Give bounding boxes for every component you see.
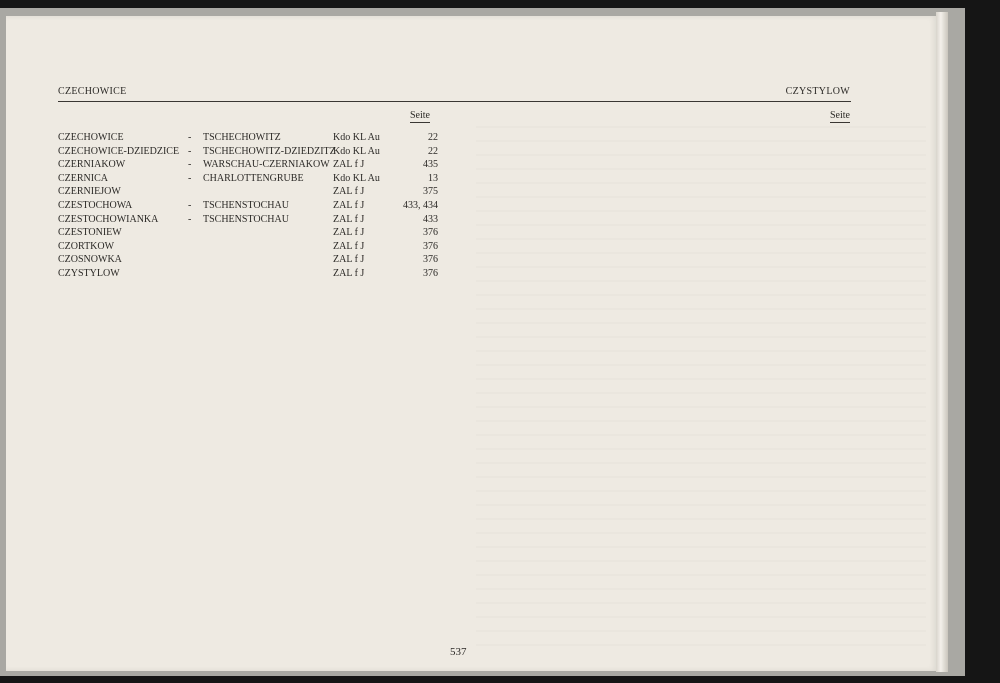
category-code: Kdo KL Au — [333, 172, 380, 184]
category-code: ZAL f J — [333, 186, 365, 198]
page-reference: 13 — [428, 172, 438, 184]
category-code: ZAL f J — [333, 159, 365, 171]
category-code: ZAL f J — [333, 227, 365, 239]
separator-dash: - — [188, 172, 192, 184]
bleed-through-text — [476, 126, 926, 646]
place-name: CZECHOWICE-DZIEDZICE — [58, 145, 180, 157]
german-name: CHARLOTTENGRUBE — [203, 172, 304, 184]
german-name: WARSCHAU-CZERNIAKOW — [203, 159, 330, 171]
index-table — [58, 131, 438, 281]
page-reference: 22 — [428, 132, 438, 143]
separator-dash: - — [188, 159, 192, 171]
separator-dash: - — [188, 145, 192, 157]
page-reference: 433 — [423, 213, 438, 225]
category-code: ZAL f J — [333, 267, 365, 279]
header-rule — [58, 101, 851, 102]
seite-column-header-right: Seite — [830, 110, 850, 121]
category-code: ZAL f J — [333, 254, 365, 266]
table-row — [58, 199, 438, 213]
page-reference: 376 — [423, 227, 438, 239]
page-number: 537 — [450, 646, 467, 658]
table-row — [58, 226, 438, 240]
table-row — [58, 213, 438, 227]
place-name: CZECHOWICE — [58, 132, 124, 143]
running-head-left: CZECHOWICE — [58, 86, 127, 97]
place-name: CZORTKOW — [58, 240, 115, 252]
german-name: TSCHECHOWITZ-DZIEDZITZ — [203, 145, 336, 157]
page-reference: 22 — [428, 145, 438, 157]
table-row — [58, 158, 438, 172]
page-reference: 375 — [423, 186, 438, 198]
place-name: CZERNIEJOW — [58, 186, 121, 198]
seite-column-header-left: Seite — [410, 110, 430, 121]
table-row — [58, 145, 438, 159]
place-name: CZOSNOWKA — [58, 254, 122, 266]
page-reference: 376 — [423, 240, 438, 252]
table-row — [58, 172, 438, 186]
separator-dash: - — [188, 213, 192, 225]
table-row — [58, 131, 438, 145]
category-code: Kdo KL Au — [333, 132, 380, 143]
german-name: TSCHENSTOCHAU — [203, 213, 289, 225]
category-code: ZAL f J — [333, 240, 365, 252]
place-name: CZERNICA — [58, 172, 108, 184]
category-code: Kdo KL Au — [333, 145, 380, 157]
german-name: TSCHENSTOCHAU — [203, 199, 289, 211]
german-name: TSCHECHOWITZ — [203, 132, 281, 143]
page-reference: 435 — [423, 159, 438, 171]
table-row — [58, 253, 438, 267]
page-reference: 376 — [423, 267, 438, 279]
separator-dash: - — [188, 132, 192, 143]
place-name: CZESTOCHOWA — [58, 199, 133, 211]
place-name: CZYSTYLOW — [58, 267, 120, 279]
table-row — [58, 240, 438, 254]
separator-dash: - — [188, 199, 192, 211]
place-name: CZESTOCHOWIANKA — [58, 213, 159, 225]
page-edge — [936, 12, 948, 672]
page-reference: 376 — [423, 254, 438, 266]
table-row — [58, 185, 438, 199]
category-code: ZAL f J — [333, 213, 365, 225]
place-name: CZESTONIEW — [58, 227, 122, 239]
table-row — [58, 267, 438, 281]
page-reference: 433, 434 — [403, 199, 438, 211]
place-name: CZERNIAKOW — [58, 159, 126, 171]
book-page — [6, 16, 938, 671]
category-code: ZAL f J — [333, 199, 365, 211]
running-head-right: CZYSTYLOW — [785, 86, 850, 97]
